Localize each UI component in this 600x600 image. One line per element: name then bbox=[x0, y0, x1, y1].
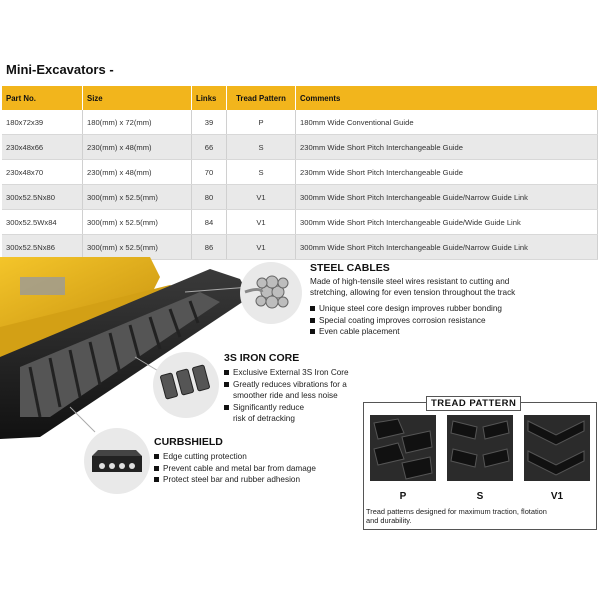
table-row bbox=[2, 210, 598, 235]
list-item: smoother ride and less noise bbox=[233, 391, 338, 400]
col-header-part-no: Part No. bbox=[2, 86, 83, 110]
list-item: risk of detracking bbox=[233, 414, 295, 423]
list-item: Protect steel bar and rubber adhesion bbox=[154, 474, 316, 486]
list-item: Special coating improves corrosion resistance bbox=[310, 315, 502, 327]
list-item: Edge cutting protection bbox=[154, 451, 316, 463]
steel-cables-detail-icon bbox=[240, 262, 302, 324]
cell-comments: 230mm Wide Short Pitch Interchangeable Guide bbox=[296, 160, 598, 185]
list-item: Prevent cable and metal bar from damage bbox=[154, 463, 316, 475]
cell-tread-pattern: V1 bbox=[227, 210, 296, 235]
list-item: Greatly reduces vibrations for a bbox=[224, 379, 349, 391]
bullet-icon bbox=[154, 466, 159, 471]
tread-label-s: S bbox=[476, 491, 484, 502]
cell-part-no: 180x72x39 bbox=[2, 110, 83, 135]
iron-core-bullets bbox=[224, 367, 349, 425]
col-header-comments: Comments bbox=[296, 86, 598, 110]
tread-p-image bbox=[368, 413, 438, 483]
cell-comments: 180mm Wide Conventional Guide bbox=[296, 110, 598, 135]
tread-v1-image bbox=[522, 413, 592, 483]
cell-comments: 300mm Wide Short Pitch Interchangeable Guide/Narrow Guide Link bbox=[296, 185, 598, 210]
col-header-size: Size bbox=[83, 86, 192, 110]
list-item: Unique steel core design improves rubber bonding bbox=[310, 303, 502, 315]
bullet-icon bbox=[310, 329, 315, 334]
cell-size: 300(mm) x 52.5(mm) bbox=[83, 210, 192, 235]
cell-tread-pattern: V1 bbox=[227, 185, 296, 210]
steel-cables-description-1: Made of high-tensile steel wires resistant to cutting and bbox=[310, 277, 510, 286]
cell-part-no: 300x52.5Nx86 bbox=[2, 235, 83, 260]
table-row bbox=[2, 160, 598, 185]
bullet-icon bbox=[224, 405, 229, 410]
cell-size: 300(mm) x 52.5(mm) bbox=[83, 185, 192, 210]
steel-cables-bullets bbox=[310, 303, 502, 338]
table-row bbox=[2, 110, 598, 135]
col-header-links: Links bbox=[192, 86, 227, 110]
tread-label-p: P bbox=[399, 491, 407, 502]
bullet-icon bbox=[310, 318, 315, 323]
cell-part-no: 230x48x66 bbox=[2, 135, 83, 160]
bullet-icon bbox=[154, 454, 159, 459]
cell-size: 180(mm) x 72(mm) bbox=[83, 110, 192, 135]
cell-tread-pattern: S bbox=[227, 135, 296, 160]
cell-tread-pattern: P bbox=[227, 110, 296, 135]
cell-links: 84 bbox=[192, 210, 227, 235]
parts-table bbox=[2, 86, 598, 260]
cell-part-no: 300x52.5Wx84 bbox=[2, 210, 83, 235]
curbshield-detail-icon bbox=[84, 428, 150, 494]
tread-caption-line-1: Tread patterns designed for maximum traction, flotation bbox=[366, 507, 547, 516]
iron-core-detail-icon bbox=[153, 352, 219, 418]
curbshield-title: CURBSHIELD bbox=[154, 436, 223, 448]
cell-links: 70 bbox=[192, 160, 227, 185]
cell-part-no: 300x52.5Nx80 bbox=[2, 185, 83, 210]
cell-size: 230(mm) x 48(mm) bbox=[83, 135, 192, 160]
cell-comments: 230mm Wide Short Pitch Interchangeable Guide bbox=[296, 135, 598, 160]
bullet-icon bbox=[224, 382, 229, 387]
iron-core-title: 3S IRON CORE bbox=[224, 352, 300, 364]
cell-tread-pattern: V1 bbox=[227, 235, 296, 260]
cell-comments: 300mm Wide Short Pitch Interchangeable Guide/Wide Guide Link bbox=[296, 210, 598, 235]
list-item: Significantly reduce bbox=[224, 402, 349, 414]
table-header-row bbox=[2, 86, 598, 110]
cell-size: 300(mm) x 52.5(mm) bbox=[83, 235, 192, 260]
cell-links: 66 bbox=[192, 135, 227, 160]
cell-part-no: 230x48x70 bbox=[2, 160, 83, 185]
table-row bbox=[2, 185, 598, 210]
tread-pattern-title: TREAD PATTERN bbox=[426, 396, 521, 411]
table-row bbox=[2, 235, 598, 260]
tread-caption-line-2: and durability. bbox=[366, 516, 412, 525]
list-item: Exclusive External 3S Iron Core bbox=[224, 367, 349, 379]
cell-links: 86 bbox=[192, 235, 227, 260]
curbshield-bullets bbox=[154, 451, 316, 486]
list-item: Even cable placement bbox=[310, 326, 502, 338]
page-title: Mini-Excavators - bbox=[6, 62, 114, 77]
cell-tread-pattern: S bbox=[227, 160, 296, 185]
cell-links: 80 bbox=[192, 185, 227, 210]
table-row bbox=[2, 135, 598, 160]
cell-comments: 300mm Wide Short Pitch Interchangeable Guide/Narrow Guide Link bbox=[296, 235, 598, 260]
bullet-icon bbox=[154, 477, 159, 482]
col-header-tread-pattern: Tread Pattern bbox=[227, 86, 296, 110]
bullet-icon bbox=[224, 370, 229, 375]
steel-cables-description-2: stretching, allowing for even tension throughout the track bbox=[310, 288, 516, 297]
cell-links: 39 bbox=[192, 110, 227, 135]
tread-pattern-caption bbox=[366, 507, 592, 525]
tread-s-image bbox=[445, 413, 515, 483]
tread-label-v1: V1 bbox=[550, 491, 564, 502]
tread-pattern-panel bbox=[363, 398, 597, 530]
bullet-icon bbox=[310, 306, 315, 311]
steel-cables-title: STEEL CABLES bbox=[310, 262, 390, 274]
cell-size: 230(mm) x 48(mm) bbox=[83, 160, 192, 185]
